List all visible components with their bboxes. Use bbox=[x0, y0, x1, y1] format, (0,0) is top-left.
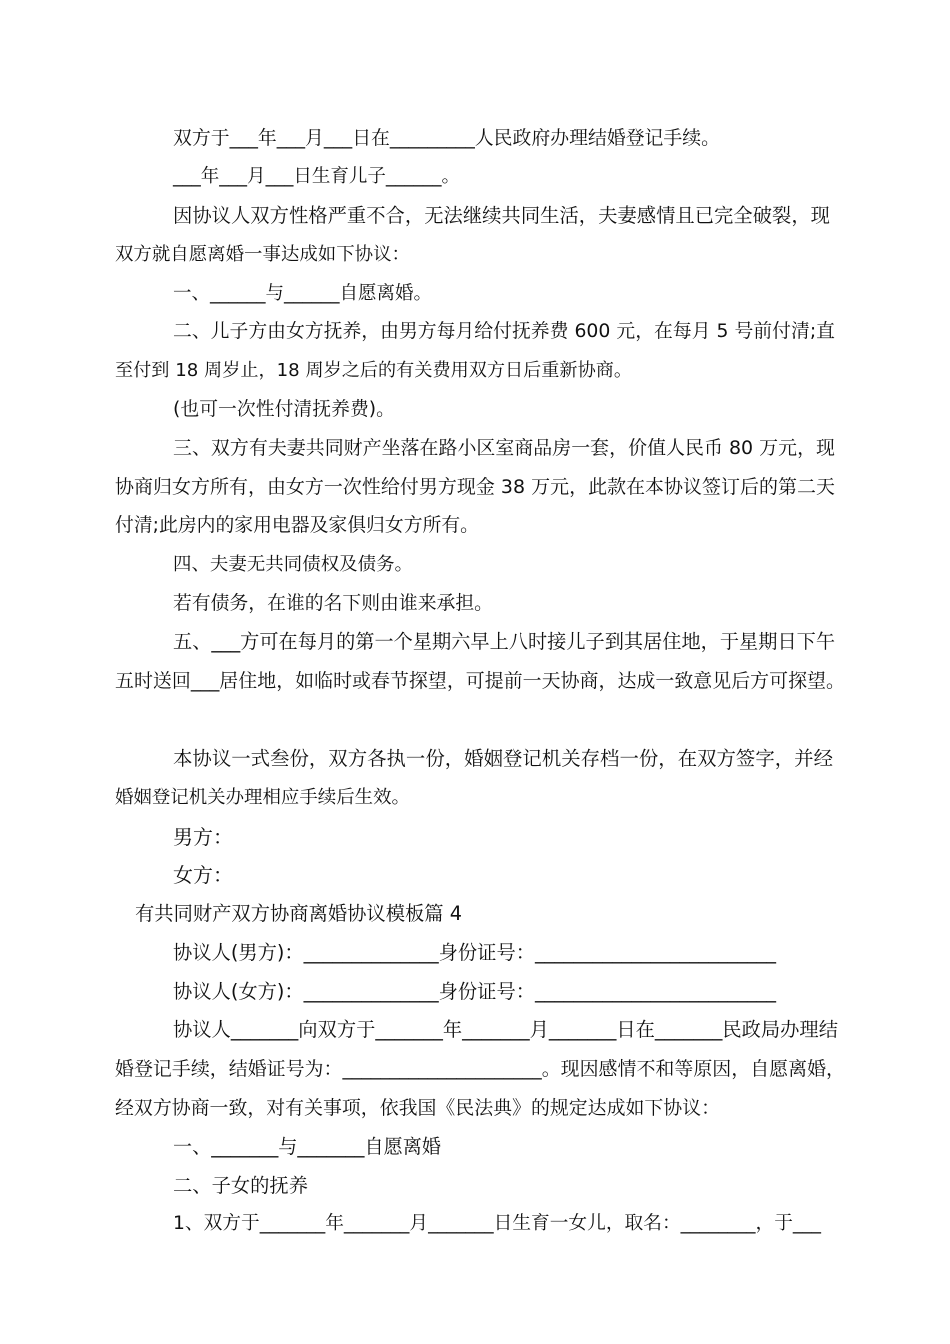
text-line: 一、______与______自愿离婚。 bbox=[173, 283, 432, 304]
text-line: 1、双方于_______年_______月_______日生育一女儿，取名：________，于___ bbox=[173, 1213, 821, 1234]
text-line: 双方就自愿离婚一事达成如下协议： bbox=[115, 244, 410, 265]
text-line: 协议人_______向双方于_______年_______月_______日在_______民政局办理结 bbox=[173, 1018, 838, 1041]
text-line: 协议人(男方)：______________身份证号：_________________________ bbox=[173, 941, 776, 964]
text-line: 五、___方可在每月的第一个星期六早上八时接儿子到其居住地，于星期日下午 bbox=[173, 630, 836, 653]
text-line: 二、子女的抚养 bbox=[173, 1174, 308, 1197]
text-line: ___年___月___日生育儿子______。 bbox=[173, 166, 460, 187]
text-line: 付清;此房内的家用电器及家俱归女方所有。 bbox=[115, 515, 479, 536]
text-line: 二、儿子方由女方抚养，由男方每月给付抚养费 600 元，在每月 5 号前付清;直 bbox=[173, 321, 835, 342]
text-line: 一、_______与_______自愿离婚 bbox=[173, 1135, 442, 1158]
text-line: 协议人(女方)：______________身份证号：_________________________ bbox=[173, 980, 776, 1003]
text-line: 婚姻登记机关办理相应手续后生效。 bbox=[115, 787, 410, 808]
text-line: 三、双方有夫妻共同财产坐落在路小区室商品房一套，价值人民币 80 万元，现 bbox=[173, 437, 836, 459]
text-line: 五时送回___居住地，如临时或春节探望，可提前一天协商，达成一致意见后方可探望。 bbox=[115, 670, 845, 692]
section-heading: 有共同财产双方协商离婚协议模板篇 4 bbox=[135, 902, 462, 925]
text-line: 协商归女方所有，由女方一次性给付男方现金 38 万元，此款在本协议签订后的第二天 bbox=[115, 476, 835, 498]
text-line: 至付到 18 周岁止，18 周岁之后的有关费用双方日后重新协商。 bbox=[115, 360, 632, 381]
text-line: 因协议人双方性格严重不合，无法继续共同生活，夫妻感情且已完全破裂，现 bbox=[173, 204, 830, 227]
text-line: 经双方协商一致，对有关事项，依我国《民法典》的规定达成如下协议： bbox=[115, 1097, 721, 1119]
text-line: 双方于___年___月___日在_________人民政府办理结婚登记手续。 bbox=[173, 127, 720, 149]
text-line: 婚登记手续，结婚证号为：_____________________。现因感情不和等原因，自愿离婚， bbox=[115, 1058, 845, 1080]
text-line: 男方： bbox=[173, 825, 233, 849]
text-line: 本协议一式叁份，双方各执一份，婚姻登记机关存档一份，在双方签字，并经 bbox=[173, 747, 833, 770]
text-line: 四、夫妻无共同债权及债务。 bbox=[173, 554, 413, 575]
text-line: 若有债务，在谁的名下则由谁来承担。 bbox=[173, 593, 493, 614]
text-line: 女方： bbox=[173, 863, 233, 887]
text-line: (也可一次性付清抚养费)。 bbox=[173, 399, 395, 420]
